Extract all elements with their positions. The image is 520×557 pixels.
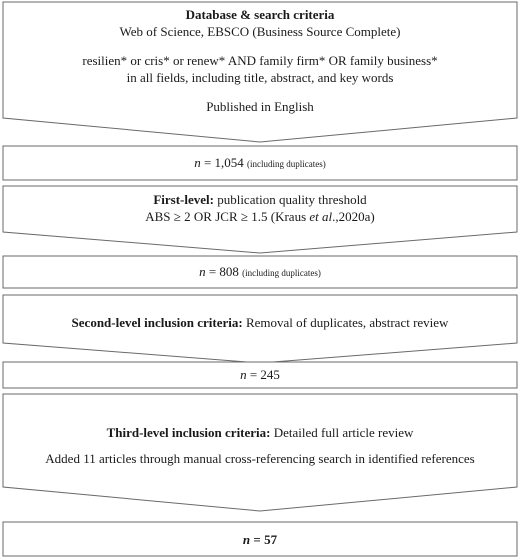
second-level-desc: Removal of duplicates, abstract review [242,315,449,330]
duplicates-note: (including duplicates) [247,159,326,169]
count-value: = 1,054 [203,155,244,170]
search-criteria-title: Database & search criteria [185,7,335,22]
final-count-text [3,531,517,548]
language-criterion: Published in English [206,99,314,114]
duplicates-note: (including duplicates) [242,268,321,278]
third-level-text [3,424,517,467]
citation-rest: .,2020a) [332,209,375,224]
first-level-title: First-level: [153,192,214,207]
third-level-title: Third-level inclusion criteria: [106,425,271,440]
search-query-line-2: in all fields, including title, abstract, and key words [126,70,394,85]
databases-text: Web of Science, EBSCO (Business Source Complete) [119,24,401,39]
count-1054-text [3,154,517,173]
final-count-value: = 57 [253,532,278,547]
n-symbol: n [199,264,206,279]
quality-threshold-text: ABS ≥ 2 OR JCR ≥ 1.5 (Kraus [145,209,310,224]
third-level-desc: Detailed full article review [270,425,414,440]
count-808-text [3,263,517,282]
count-value: = 245 [249,367,280,382]
second-level-title: Second-level inclusion criteria: [71,315,243,330]
search-criteria-text [3,6,517,115]
added-articles-text: Added 11 articles through manual cross-referencing search in identified references [45,451,475,466]
search-query-line-1: resilien* or cris* or renew* AND family firm* OR family business* [82,53,438,68]
first-level-text [3,191,517,225]
count-value: = 808 [208,264,239,279]
n-symbol: n [194,155,201,170]
citation-et-al: et al [309,209,333,224]
n-symbol: n [240,367,247,382]
count-245-text [3,366,517,383]
second-level-text [3,314,517,331]
n-symbol: n [242,532,251,547]
first-level-desc: publication quality threshold [213,192,367,207]
